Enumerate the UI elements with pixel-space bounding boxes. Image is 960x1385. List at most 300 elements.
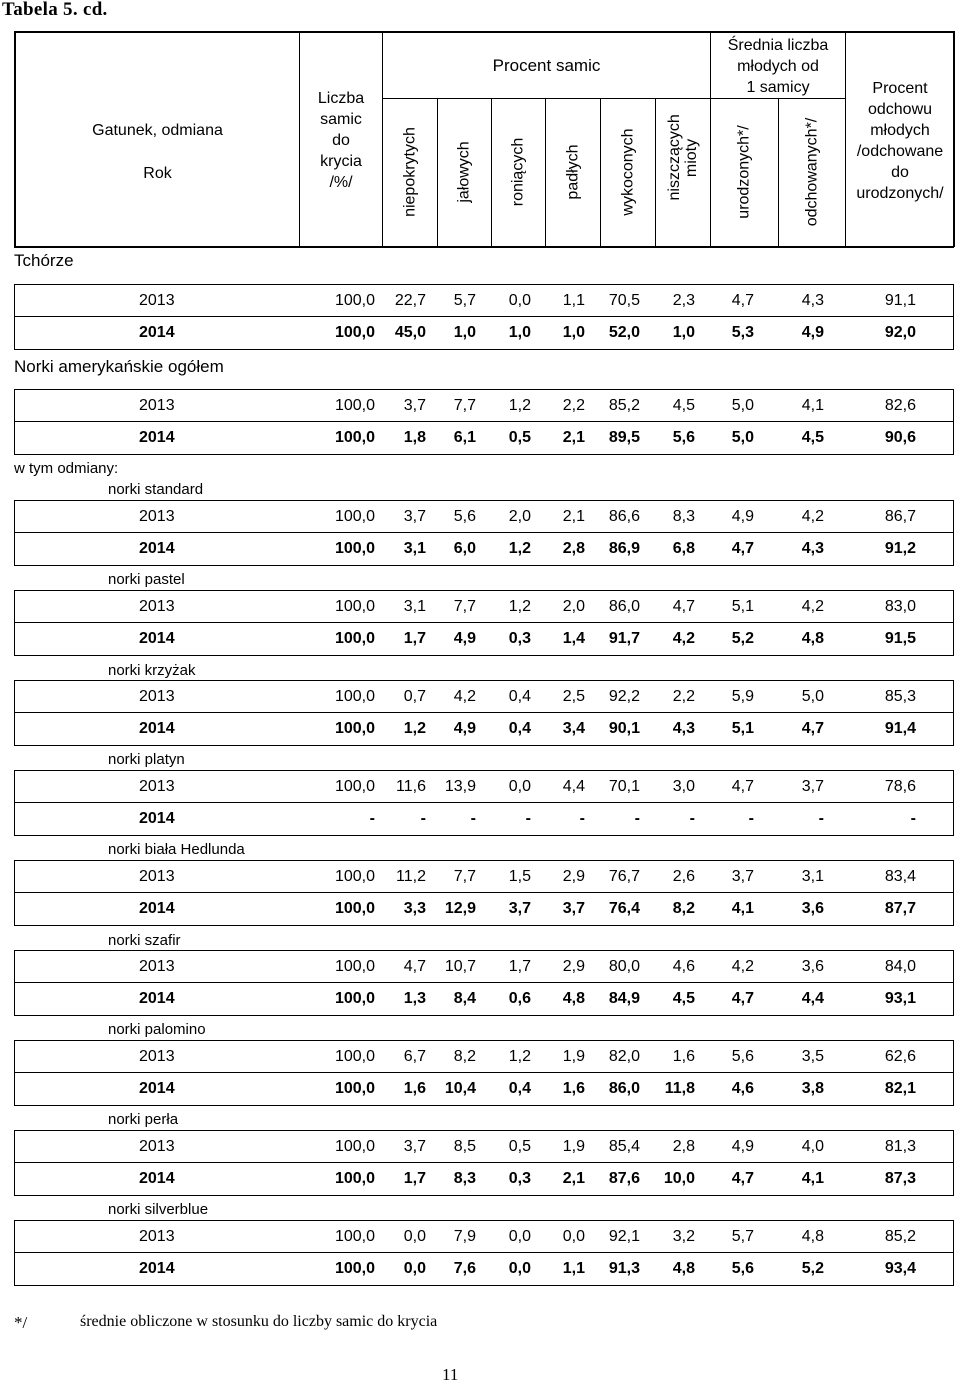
row-cell: 100,0 [334,868,375,885]
row-cell: 0,3 [508,1170,531,1187]
row-cell: 92,2 [608,688,640,705]
row-cell: 4,7 [403,958,426,975]
table-row [14,1073,954,1106]
row-cell: 3,6 [801,958,824,975]
row-cell: 7,9 [453,1228,476,1245]
row-cell: 1,9 [562,1048,585,1065]
row-cell: 86,0 [608,598,640,615]
row-cell: 4,6 [672,958,695,975]
row-cell: 2,1 [562,429,585,446]
row-cell: 4,9 [731,1138,754,1155]
row-cell: 4,8 [801,630,824,647]
header-rok: Rok [143,165,172,182]
table-row [14,893,954,926]
row-cell: 4,9 [731,508,754,525]
table-row [14,1130,954,1163]
row-year: 2014 [139,990,175,1007]
table-row [14,1040,954,1073]
row-cell: 0,0 [403,1260,426,1277]
row-year: 2013 [139,868,175,885]
row-cell: 3,4 [562,720,585,737]
row-cell: 1,6 [672,1048,695,1065]
row-cell: 1,4 [562,630,585,647]
row-cell: 100,0 [334,429,375,446]
table-row [14,284,954,317]
row-cell: 5,1 [731,598,754,615]
row-cell: 6,7 [403,1048,426,1065]
row-cell: 86,9 [608,540,640,557]
row-cell: - [818,810,824,827]
row-cell: 83,0 [884,598,916,615]
row-cell: 4,8 [672,1260,695,1277]
row-cell: 0,4 [508,688,531,705]
row-cell: 76,4 [608,900,640,917]
row-year: 2014 [139,429,175,446]
header-divider [545,98,546,247]
section-tchorze: Tchórze [14,251,74,270]
row-year: 2013 [139,1138,175,1155]
row-cell: 0,3 [508,630,531,647]
row-cell: 10,0 [663,1170,695,1187]
header-divider [437,98,438,247]
row-year: 2013 [139,598,175,615]
group-label: norki silverblue [108,1201,209,1218]
row-cell: 0,6 [508,990,531,1007]
row-cell: 6,1 [453,429,476,446]
group-label: norki standard [108,481,204,498]
header-odchow [846,78,954,204]
row-cell: 52,0 [608,324,640,341]
header-odchow-line: do [891,164,909,181]
group-label: norki krzyżak [108,662,196,679]
row-cell: 100,0 [334,1260,375,1277]
row-cell: 87,6 [608,1170,640,1187]
row-cell: 4,7 [731,540,754,557]
row-cell: 100,0 [334,1170,375,1187]
row-cell: 2,0 [562,598,585,615]
row-cell: 4,7 [731,778,754,795]
header-procent-samic: Procent samic [492,56,601,75]
row-cell: 3,7 [731,868,754,885]
row-cell: 1,7 [403,630,426,647]
page-number: 11 [442,1365,459,1384]
row-cell: 1,1 [562,292,585,309]
row-cell: - [689,810,695,827]
group-label: norki szafir [108,932,181,949]
row-cell: 90,6 [884,429,916,446]
row-cell: 4,4 [801,990,824,1007]
row-cell: 70,5 [608,292,640,309]
row-cell: 86,0 [608,1080,640,1097]
row-cell: 100,0 [334,324,375,341]
table-row [14,590,954,623]
row-cell: 4,1 [731,900,754,917]
row-cell: 4,1 [801,1170,824,1187]
header-srednia [711,35,845,98]
table-row [14,1163,954,1196]
row-cell: 2,6 [672,868,695,885]
row-cell: 100,0 [334,1080,375,1097]
header-divider [382,98,710,99]
row-cell: 91,3 [608,1260,640,1277]
row-cell: 4,6 [731,1080,754,1097]
row-cell: 1,7 [403,1170,426,1187]
row-cell: 2,9 [562,868,585,885]
row-cell: 4,3 [672,720,695,737]
row-cell: 1,0 [508,324,531,341]
row-cell: 7,7 [453,868,476,885]
row-cell: 91,5 [884,630,916,647]
row-cell: 100,0 [334,900,375,917]
row-cell: 8,3 [453,1170,476,1187]
row-cell: 0,0 [508,292,531,309]
row-cell: 100,0 [334,778,375,795]
table-row [14,317,954,350]
row-cell: 0,5 [508,429,531,446]
row-cell: 91,2 [884,540,916,557]
table-row [14,803,954,836]
row-year: 2013 [139,508,175,525]
header-divider [778,98,779,247]
row-cell: 5,0 [731,429,754,446]
row-cell: 100,0 [334,292,375,309]
row-cell: 45,0 [394,324,426,341]
row-cell: 2,8 [562,540,585,557]
col-padlych: padłych [564,144,582,200]
row-cell: 100,0 [334,508,375,525]
row-cell: 91,7 [608,630,640,647]
row-cell: 5,1 [731,720,754,737]
row-cell: 1,3 [403,990,426,1007]
col-roniacych: roniących [509,137,527,207]
header-liczba-line: /%/ [329,174,353,191]
row-cell: 0,4 [508,720,531,737]
row-cell: - [525,810,531,827]
row-cell: 5,2 [801,1260,824,1277]
col-niszczacych-mioty: niszczących mioty [666,114,700,201]
row-cell: 0,5 [508,1138,531,1155]
row-cell: 100,0 [334,1048,375,1065]
row-year: 2013 [139,778,175,795]
row-cell: - [579,810,585,827]
row-cell: 90,1 [608,720,640,737]
row-year: 2014 [139,720,175,737]
table-row [14,500,954,533]
row-year: 2014 [139,540,175,557]
row-cell: 100,0 [334,540,375,557]
row-cell: 80,0 [608,958,640,975]
row-cell: 89,5 [608,429,640,446]
row-year: 2014 [139,1170,175,1187]
row-cell: 8,3 [672,508,695,525]
row-cell: - [634,810,640,827]
row-cell: 4,5 [672,990,695,1007]
row-cell: 3,1 [403,598,426,615]
group-label: norki perła [108,1111,179,1128]
header-srednia-line: młodych od [737,58,819,75]
row-cell: 4,3 [801,292,824,309]
row-cell: 6,0 [453,540,476,557]
row-cell: - [420,810,426,827]
row-cell: 0,0 [508,1228,531,1245]
row-cell: 4,7 [731,292,754,309]
row-cell: 22,7 [394,292,426,309]
row-cell: 76,7 [608,868,640,885]
row-cell: 100,0 [334,397,375,414]
group-label: norki platyn [108,751,185,768]
row-cell: 4,3 [801,540,824,557]
row-year: 2014 [139,630,175,647]
table-title: Tabela 5. cd. [2,0,108,20]
row-cell: 100,0 [334,598,375,615]
row-cell: - [470,810,476,827]
header-divider [600,98,601,247]
header-liczba-line: krycia [320,153,362,170]
row-year: 2013 [139,292,175,309]
row-cell: 5,9 [731,688,754,705]
row-cell: 92,0 [884,324,916,341]
row-cell: 93,1 [884,990,916,1007]
section-norki-ogolem: Norki amerykańskie ogółem [14,357,224,376]
row-cell: 5,7 [731,1228,754,1245]
row-cell: 86,6 [608,508,640,525]
row-cell: 1,0 [672,324,695,341]
row-cell: 82,6 [884,397,916,414]
row-cell: 4,8 [562,990,585,1007]
row-cell: 3,3 [403,900,426,917]
header-liczba [300,88,382,193]
row-cell: 100,0 [334,990,375,1007]
row-cell: 3,7 [508,900,531,917]
table-row [14,1253,954,1286]
row-cell: 5,6 [453,508,476,525]
row-cell: 100,0 [334,720,375,737]
row-year: 2014 [139,1260,175,1277]
row-cell: 8,4 [453,990,476,1007]
header-liczba-line: Liczba [317,90,365,107]
header-odchow-line: młodych [870,122,930,139]
row-cell: 4,2 [672,630,695,647]
row-cell: 3,7 [403,508,426,525]
row-cell: 82,0 [608,1048,640,1065]
row-cell: 0,0 [508,1260,531,1277]
row-year: 2013 [139,688,175,705]
row-cell: 11,2 [396,868,426,885]
row-cell: 4,9 [801,324,824,341]
row-cell: 100,0 [334,1138,375,1155]
table-row [14,860,954,893]
row-cell: 4,2 [453,688,476,705]
row-cell: 7,7 [453,397,476,414]
col-odchowanych: odchowanych*/ [803,117,821,227]
row-cell: 2,2 [562,397,585,414]
row-cell: 85,2 [608,397,640,414]
table-row [14,950,954,983]
row-cell: 1,2 [508,1048,531,1065]
row-cell: 0,0 [562,1228,585,1245]
row-year: 2014 [139,1080,175,1097]
row-cell: 10,4 [444,1080,476,1097]
row-cell: 11,8 [664,1080,695,1097]
row-cell: 0,0 [508,778,531,795]
row-cell: 82,1 [884,1080,916,1097]
row-cell: 12,9 [444,900,476,917]
row-cell: 1,2 [508,397,531,414]
row-cell: 5,6 [731,1048,754,1065]
row-cell: 2,2 [672,688,695,705]
header-liczba-line: do [332,132,350,149]
row-cell: 8,2 [453,1048,476,1065]
header-odchow-line: urodzonych/ [856,185,944,202]
row-cell: 4,5 [801,429,824,446]
row-cell: 8,5 [453,1138,476,1155]
row-cell: 2,5 [562,688,585,705]
header-divider [491,98,492,247]
row-cell: 10,7 [444,958,476,975]
row-cell: 5,0 [731,397,754,414]
row-cell: 2,1 [562,508,585,525]
row-cell: 78,6 [884,778,916,795]
table-row [14,389,954,422]
row-cell: 13,9 [444,778,476,795]
row-cell: 1,6 [403,1080,426,1097]
row-cell: 4,0 [801,1138,824,1155]
col-niepokrytych: niepokrytych [401,127,419,217]
row-cell: 3,1 [801,868,824,885]
row-cell: 85,3 [884,688,916,705]
row-cell: 1,8 [403,429,426,446]
row-cell: 4,9 [453,630,476,647]
row-cell: 1,5 [508,868,531,885]
row-cell: 2,9 [562,958,585,975]
row-cell: 1,1 [562,1260,585,1277]
row-cell: 2,1 [562,1170,585,1187]
row-cell: 5,6 [731,1260,754,1277]
row-cell: - [369,810,375,827]
row-cell: 62,6 [884,1048,916,1065]
table-row [14,623,954,656]
table-row [14,422,954,455]
row-year: 2014 [139,810,175,827]
row-cell: 4,2 [731,958,754,975]
row-cell: 3,7 [403,397,426,414]
row-cell: 2,3 [672,292,695,309]
row-cell: - [910,810,916,827]
header-odchow-line: /odchowane [856,143,944,160]
row-cell: 3,1 [403,540,426,557]
row-cell: 3,6 [801,900,824,917]
header-srednia-line: 1 samicy [746,79,810,96]
row-cell: 4,9 [453,720,476,737]
table-row [14,770,954,803]
row-cell: 4,2 [801,508,824,525]
header-gatunek: Gatunek, odmiana [92,122,223,139]
row-cell: 85,2 [884,1228,916,1245]
row-cell: 3,5 [801,1048,824,1065]
row-cell: - [748,810,754,827]
row-cell: 3,2 [672,1228,695,1245]
footnote-text: średnie obliczone w stosunku do liczby samic do krycia [80,1313,438,1330]
row-cell: 4,4 [562,778,585,795]
row-cell: 93,4 [884,1260,916,1277]
header-odchow-line: odchowu [867,101,933,118]
row-cell: 91,4 [884,720,916,737]
col-wykoconych: wykoconych [619,128,637,216]
row-cell: 84,0 [884,958,916,975]
row-cell: 1,2 [403,720,426,737]
row-cell: 4,8 [801,1228,824,1245]
table-row [14,983,954,1016]
row-cell: 87,7 [884,900,916,917]
row-cell: 2,0 [508,508,531,525]
row-cell: 100,0 [334,688,375,705]
row-cell: 1,0 [562,324,585,341]
group-label: norki pastel [108,571,185,588]
row-cell: 1,9 [562,1138,585,1155]
row-cell: 100,0 [334,630,375,647]
row-cell: 6,8 [672,540,695,557]
table-row [14,1220,954,1253]
row-year: 2013 [139,397,175,414]
row-year: 2013 [139,1048,175,1065]
header-border-bottom [14,246,954,248]
row-cell: 0,7 [403,688,426,705]
row-cell: 1,7 [508,958,531,975]
row-cell: 5,3 [731,324,754,341]
header-liczba-line: samic [320,111,362,128]
row-year: 2014 [139,900,175,917]
row-cell: 8,2 [672,900,695,917]
row-cell: 1,0 [453,324,476,341]
row-cell: 1,6 [562,1080,585,1097]
row-year: 2013 [139,1228,175,1245]
table-row [14,713,954,746]
row-cell: 5,2 [731,630,754,647]
row-cell: 0,0 [403,1228,426,1245]
row-cell: 4,7 [801,720,824,737]
row-cell: 3,7 [562,900,585,917]
row-cell: 4,1 [801,397,824,414]
col-jalowych: jałowych [455,141,473,203]
row-cell: 81,3 [884,1138,916,1155]
col-urodzonych: urodzonych*/ [735,125,753,219]
row-cell: 1,2 [508,540,531,557]
row-cell: 4,5 [672,397,695,414]
row-cell: 0,4 [508,1080,531,1097]
row-cell: 4,7 [731,990,754,1007]
row-cell: 3,7 [403,1138,426,1155]
header-border-top [14,31,954,33]
row-cell: 4,2 [801,598,824,615]
row-cell: 87,3 [884,1170,916,1187]
row-cell: 4,7 [672,598,695,615]
row-cell: 5,7 [453,292,476,309]
row-cell: 5,6 [672,429,695,446]
header-srednia-line: Średnia liczba [727,37,829,54]
table-row [14,533,954,566]
row-cell: 1,2 [508,598,531,615]
row-cell: 84,9 [608,990,640,1007]
table-row [14,680,954,713]
row-cell: 3,7 [801,778,824,795]
row-cell: 4,7 [731,1170,754,1187]
footnote-mark: */ [14,1313,28,1332]
header-odchow-line: Procent [872,80,928,97]
group-label: norki biała Hedlunda [108,841,245,858]
row-cell: 7,6 [453,1260,476,1277]
row-year: 2014 [139,324,175,341]
row-cell: 2,8 [672,1138,695,1155]
